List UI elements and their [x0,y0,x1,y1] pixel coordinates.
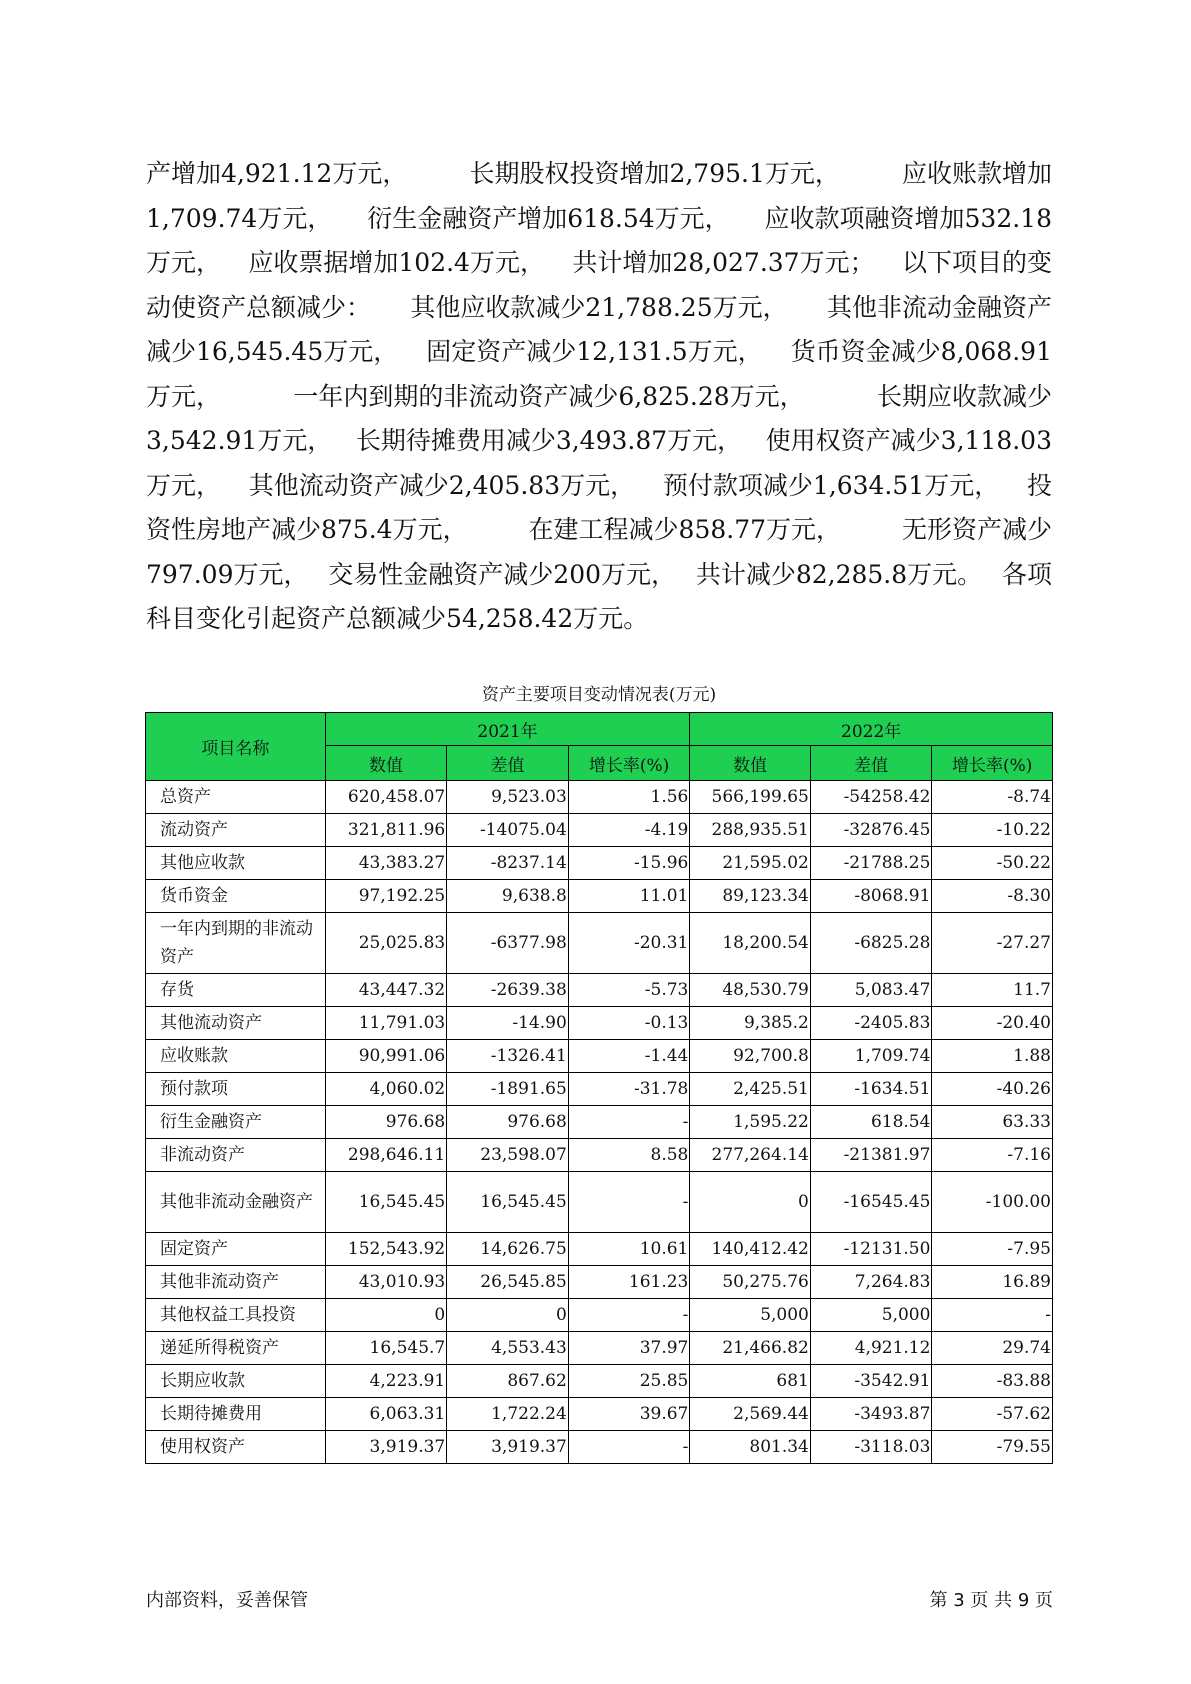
table-cell: -31.78 [568,1073,690,1106]
paragraph-segment: 万元， [146,381,222,411]
table-cell: -3542.91 [810,1365,932,1398]
table-cell: -1.44 [568,1040,690,1073]
table-row [146,1139,1053,1172]
table-cell: 8.58 [568,1139,690,1172]
table-row [146,1431,1053,1464]
table-row [146,1266,1053,1299]
table-cell: -57.62 [932,1398,1053,1431]
table-cell: 5,083.47 [810,974,932,1007]
table-cell: - [932,1299,1053,1332]
row-label: 衍生金融资产 [146,1106,326,1139]
table-cell: 29.74 [932,1332,1053,1365]
table-cell: -12131.50 [810,1233,932,1266]
table-cell: -3118.03 [810,1431,932,1464]
row-label: 长期应收款 [146,1365,326,1398]
table-cell: 1.56 [568,781,690,814]
row-label: 其他非流动金融资产 [146,1172,326,1233]
table-row [146,1398,1053,1431]
row-label: 其他流动资产 [146,1007,326,1040]
body-paragraph [146,152,1052,642]
table-cell: 92,700.8 [690,1040,810,1073]
table-cell: 21,595.02 [690,847,810,880]
paragraph-segment: 各项 [1001,559,1052,589]
table-cell: 140,412.42 [690,1233,810,1266]
table-cell: 16,545.45 [447,1172,569,1233]
paragraph-line [146,508,1052,553]
table-row [146,1332,1053,1365]
table-cell: -50.22 [932,847,1053,880]
row-label: 其他应收款 [146,847,326,880]
paragraph-segment: 衍生金融资产增加618.54万元， [367,203,730,233]
table-cell: 43,010.93 [325,1266,447,1299]
table-cell: 0 [690,1172,810,1233]
table-row [146,1073,1053,1106]
asset-change-table [145,712,1053,1464]
table-cell: 43,447.32 [325,974,447,1007]
paragraph-line [146,241,1052,286]
table-body [146,781,1053,1464]
table-cell: 9,523.03 [447,781,569,814]
paragraph-segment: 以下项目的变 [901,248,1052,277]
row-label: 一年内到期的非流动资产 [146,913,326,974]
table-row [146,1040,1053,1073]
row-label: 存货 [146,974,326,1007]
table-cell: -3493.87 [810,1398,932,1431]
row-label: 非流动资产 [146,1139,326,1172]
table-cell: -1634.51 [810,1073,932,1106]
table-cell: 9,638.8 [447,880,569,913]
paragraph-segment: 减少16,545.45万元， [146,337,399,366]
table-row [146,880,1053,913]
paragraph-line [146,375,1052,420]
table-cell: -8.74 [932,781,1053,814]
paragraph-line [146,419,1052,464]
table-cell: 0 [325,1299,447,1332]
table-cell: - [568,1172,690,1233]
table-cell: -15.96 [568,847,690,880]
row-label: 应收账款 [146,1040,326,1073]
paragraph-segment: 科目变化引起资产总额减少54,258.42万元。 [146,604,649,633]
table-cell: -10.22 [932,814,1053,847]
paragraph-line [146,330,1052,375]
table-cell: 0 [447,1299,569,1332]
paragraph-segment: 应收款项融资增加532.18 [764,203,1052,233]
row-label: 其他权益工具投资 [146,1299,326,1332]
table-row [146,1172,1053,1233]
paragraph-segment: 长期待摊费用减少3,493.87万元， [355,426,743,455]
table-cell: 801.34 [690,1431,810,1464]
paragraph-line [146,553,1052,598]
table-cell: 976.68 [447,1106,569,1139]
table-row [146,847,1053,880]
table-cell: 4,060.02 [325,1073,447,1106]
subheader-growth: 增长率(%) [932,746,1053,781]
page-number: 第 3 页 共 9 页 [929,1590,1053,1611]
paragraph-segment: 3,542.91万元， [146,426,333,455]
row-label: 长期待摊费用 [146,1398,326,1431]
table-cell: 976.68 [325,1106,447,1139]
paragraph-line [146,152,1052,197]
paragraph-segment: 一年内到期的非流动资产减少6,825.28万元， [293,381,805,411]
paragraph-segment: 万元， [146,248,222,277]
paragraph-segment: 预付款项减少1,634.51万元， [662,470,1000,500]
paragraph-segment: 固定资产减少12,131.5万元， [426,337,763,366]
table-cell: 161.23 [568,1266,690,1299]
table-cell: 25.85 [568,1365,690,1398]
table-cell: 4,223.91 [325,1365,447,1398]
table-cell: -8237.14 [447,847,569,880]
table-cell: -5.73 [568,974,690,1007]
table-cell: -16545.45 [810,1172,932,1233]
table-cell: -20.31 [568,913,690,974]
table-cell: 11.7 [932,974,1053,1007]
table-cell: 2,425.51 [690,1073,810,1106]
table-cell: 63.33 [932,1106,1053,1139]
paragraph-segment: 在建工程减少858.77万元， [528,515,842,544]
table-cell: 39.67 [568,1398,690,1431]
table-cell: 16.89 [932,1266,1053,1299]
row-label: 流动资产 [146,814,326,847]
table-cell: 152,543.92 [325,1233,447,1266]
paragraph-segment: 交易性金融资产减少200万元， [328,559,677,589]
subheader-growth: 增长率(%) [568,746,690,781]
table-cell: 681 [690,1365,810,1398]
paragraph-segment: 其他流动资产减少2,405.83万元， [248,470,636,500]
row-label: 使用权资产 [146,1431,326,1464]
table-cell: 3,919.37 [447,1431,569,1464]
table-cell: -20.40 [932,1007,1053,1040]
table-cell: -83.88 [932,1365,1053,1398]
paragraph-segment: 其他非流动金融资产 [826,292,1052,322]
paragraph-segment: 1,709.74万元， [146,203,333,233]
table-cell: -7.95 [932,1233,1053,1266]
header-year-2022: 2022年 [690,713,1053,746]
subheader-diff: 差值 [447,746,569,781]
paragraph-segment: 投 [1026,470,1052,500]
paragraph-segment: 应收票据增加102.4万元， [248,248,545,277]
paragraph-line [146,464,1052,509]
row-label: 货币资金 [146,880,326,913]
table-cell: 9,385.2 [690,1007,810,1040]
table-row [146,913,1053,974]
paragraph-segment: 其他应收款减少21,788.25万元， [410,292,788,322]
row-label: 递延所得税资产 [146,1332,326,1365]
table-cell: 4,553.43 [447,1332,569,1365]
table-cell: 48,530.79 [690,974,810,1007]
table-cell: 1,709.74 [810,1040,932,1073]
table-cell: 16,545.45 [325,1172,447,1233]
table-row [146,1007,1053,1040]
paragraph-segment: 资性房地产减少875.4万元， [146,515,468,544]
table-cell: -21381.97 [810,1139,932,1172]
table-cell: 90,991.06 [325,1040,447,1073]
table-cell: 1.88 [932,1040,1053,1073]
table-cell: - [568,1299,690,1332]
table-cell: -7.16 [932,1139,1053,1172]
paragraph-segment: 长期股权投资增加2,795.1万元， [469,159,840,188]
paragraph-line [146,197,1052,242]
subheader-diff: 差值 [810,746,932,781]
table-cell: -2639.38 [447,974,569,1007]
header-item-name: 项目名称 [146,713,326,781]
table-cell: 5,000 [690,1299,810,1332]
table-cell: -2405.83 [810,1007,932,1040]
table-cell: 10.61 [568,1233,690,1266]
table-row [146,814,1053,847]
header-year-2021: 2021年 [325,713,690,746]
table-cell: -54258.42 [810,781,932,814]
subheader-value: 数值 [325,746,447,781]
paragraph-segment: 797.09万元， [146,559,309,589]
paragraph-segment: 货币资金减少8,068.91 [790,337,1052,366]
row-label: 其他非流动资产 [146,1266,326,1299]
paragraph-line [146,597,1052,642]
table-cell: 89,123.34 [690,880,810,913]
table-cell: 566,199.65 [690,781,810,814]
table-cell: 26,545.85 [447,1266,569,1299]
table-row [146,781,1053,814]
table-row [146,1233,1053,1266]
table-cell: -4.19 [568,814,690,847]
row-label: 固定资产 [146,1233,326,1266]
paragraph-segment: 应收账款增加 [901,159,1052,188]
table-cell: - [568,1106,690,1139]
table-cell: 5,000 [810,1299,932,1332]
paragraph-segment: 共计增加28,027.37万元； [572,248,875,277]
table-caption: 资产主要项目变动情况表(万元) [481,685,717,705]
table-cell: 16,545.7 [325,1332,447,1365]
paragraph-segment: 长期应收款减少 [876,381,1052,411]
table-row [146,1299,1053,1332]
table-cell: 37.97 [568,1332,690,1365]
table-cell: 298,646.11 [325,1139,447,1172]
table-cell: 618.54 [810,1106,932,1139]
table-cell: 2,569.44 [690,1398,810,1431]
table-cell: 1,722.24 [447,1398,569,1431]
table-cell: 288,935.51 [690,814,810,847]
table-cell: -8.30 [932,880,1053,913]
table-cell: 1,595.22 [690,1106,810,1139]
table-cell: -14075.04 [447,814,569,847]
table-cell: 7,264.83 [810,1266,932,1299]
table-row [146,1106,1053,1139]
row-label: 预付款项 [146,1073,326,1106]
table-cell: 43,383.27 [325,847,447,880]
table-cell: -21788.25 [810,847,932,880]
paragraph-segment: 使用权资产减少3,118.03 [765,426,1052,455]
table-cell: 14,626.75 [447,1233,569,1266]
table-cell: -40.26 [932,1073,1053,1106]
table-row [146,1365,1053,1398]
subheader-value: 数值 [690,746,810,781]
table-cell: 11.01 [568,880,690,913]
table-cell: 4,921.12 [810,1332,932,1365]
table-cell: 21,466.82 [690,1332,810,1365]
table-cell: 50,275.76 [690,1266,810,1299]
table-cell: -6377.98 [447,913,569,974]
paragraph-segment: 产增加4,921.12万元， [146,159,408,188]
table-cell: 867.62 [447,1365,569,1398]
table-cell: 18,200.54 [690,913,810,974]
table-cell: -1891.65 [447,1073,569,1106]
paragraph-segment: 动使资产总额减少： [146,292,372,322]
table-cell: -79.55 [932,1431,1053,1464]
paragraph-segment: 共计减少82,285.8万元。 [695,559,983,589]
table-cell: 620,458.07 [325,781,447,814]
table-cell: 321,811.96 [325,814,447,847]
table-cell: 11,791.03 [325,1007,447,1040]
table-cell: 25,025.83 [325,913,447,974]
table-cell: - [568,1431,690,1464]
table-cell: 277,264.14 [690,1139,810,1172]
footer-confidential-note: 内部资料，妥善保管 [146,1590,308,1611]
paragraph-segment: 万元， [146,470,222,500]
table-cell: -32876.45 [810,814,932,847]
table-cell: -0.13 [568,1007,690,1040]
paragraph-line [146,286,1052,331]
table-cell: -14.90 [447,1007,569,1040]
table-cell: 6,063.31 [325,1398,447,1431]
table-cell: 3,919.37 [325,1431,447,1464]
paragraph-segment: 无形资产减少 [901,515,1052,544]
table-cell: -6825.28 [810,913,932,974]
table-cell: -27.27 [932,913,1053,974]
table-row [146,974,1053,1007]
table-cell: 97,192.25 [325,880,447,913]
table-cell: -100.00 [932,1172,1053,1233]
table-cell: -1326.41 [447,1040,569,1073]
table-cell: 23,598.07 [447,1139,569,1172]
row-label: 总资产 [146,781,326,814]
table-cell: -8068.91 [810,880,932,913]
